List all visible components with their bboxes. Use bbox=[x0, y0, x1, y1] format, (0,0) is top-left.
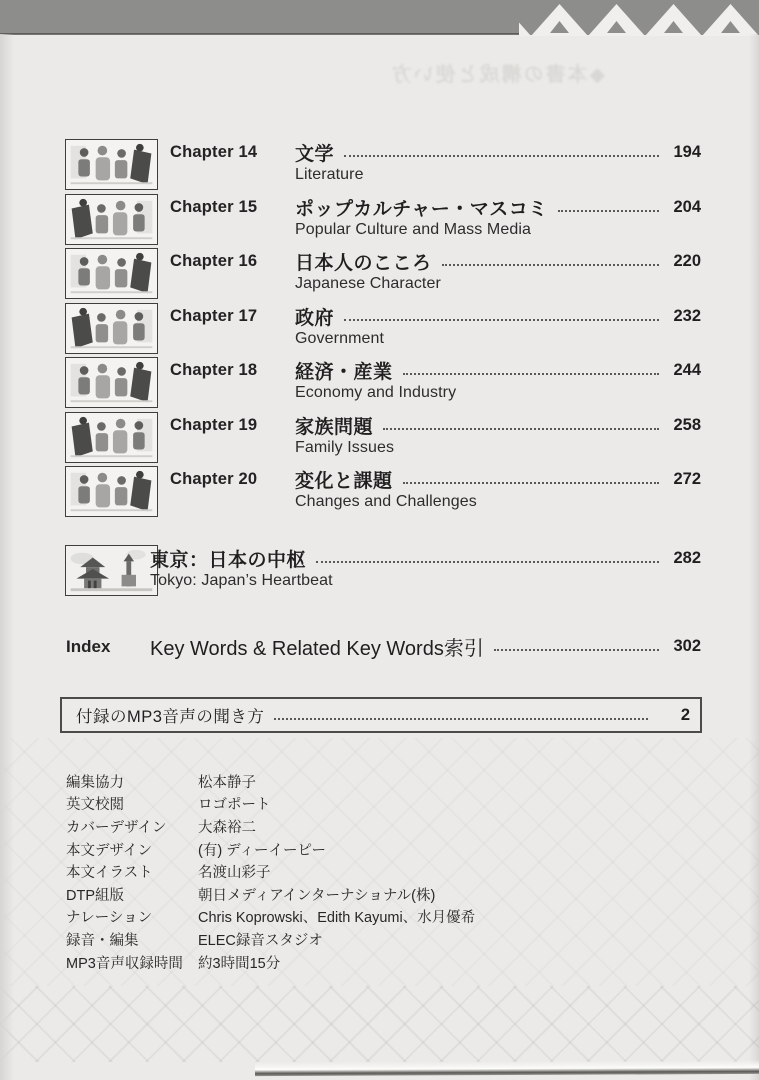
credit-label: DTP組版 bbox=[66, 887, 124, 904]
page-number: 220 bbox=[673, 251, 701, 270]
credit-value: ロゴポート bbox=[198, 797, 271, 814]
chapter-title-ja: 変化と課題 bbox=[295, 470, 393, 492]
page-top-edge-line bbox=[0, 33, 540, 35]
chapter-16-thumbnail-illustration bbox=[65, 248, 158, 299]
page-right-edge-shadow bbox=[749, 34, 759, 1080]
credit-value: 名渡山彩子 bbox=[198, 865, 271, 882]
chapter-label: Chapter 18 bbox=[170, 361, 258, 379]
toc-row-chapter-15 bbox=[65, 194, 701, 248]
chapter-15-thumbnail-illustration bbox=[65, 194, 158, 245]
dotted-leader bbox=[274, 716, 648, 720]
chapter-title-en: Literature bbox=[295, 166, 364, 183]
page-left-edge-shadow bbox=[0, 34, 14, 1080]
credit-row bbox=[66, 860, 686, 883]
toc-row-tokyo bbox=[65, 545, 701, 599]
dotted-leader bbox=[442, 262, 659, 266]
credit-value: Chris Koprowski、Edith Kayumi、水月優希 bbox=[198, 910, 476, 927]
page-number: 204 bbox=[673, 197, 701, 216]
page-number: 232 bbox=[673, 306, 701, 325]
chapter-title-en: Changes and Challenges bbox=[295, 493, 477, 510]
chapter-title-ja: ポップカルチャー・マスコミ bbox=[295, 198, 548, 220]
page-number: 244 bbox=[673, 360, 701, 379]
index-label: Index bbox=[66, 637, 111, 656]
chapter-label: Chapter 14 bbox=[170, 143, 258, 161]
chapter-title-ja: 家族問題 bbox=[295, 416, 374, 438]
chapter-14-thumbnail-illustration bbox=[65, 139, 158, 190]
page-number: 282 bbox=[673, 548, 701, 567]
tokyo-title-en: Tokyo: Japan’s Heartbeat bbox=[150, 572, 333, 589]
chapter-19-thumbnail-illustration bbox=[65, 412, 158, 463]
toc-row-chapter-19 bbox=[65, 412, 701, 466]
chapter-title-en: Government bbox=[295, 330, 385, 347]
tokyo-title-ja: 東京：日本の中枢 bbox=[150, 549, 307, 571]
chapter-title-en: Popular Culture and Mass Media bbox=[295, 221, 532, 238]
chapter-label: Chapter 17 bbox=[170, 307, 258, 325]
chapter-title-ja: 文学 bbox=[295, 143, 335, 165]
mp3-appendix-title: 付録のMP3音声の聞き方 bbox=[76, 708, 265, 726]
toc-row-chapter-17 bbox=[65, 303, 701, 357]
index-title: Key Words & Related Key Words索引 bbox=[150, 637, 484, 660]
credit-row bbox=[66, 951, 686, 974]
chapter-18-thumbnail-illustration bbox=[65, 357, 158, 408]
toc-row-chapter-14 bbox=[65, 139, 701, 193]
credit-value: (有) ディーイーピー bbox=[198, 842, 326, 859]
show-through-heading: ◆本書の構成と使い方 bbox=[389, 64, 605, 86]
dotted-leader bbox=[383, 426, 659, 430]
tokyo-thumbnail-illustration bbox=[65, 545, 158, 596]
credit-label: MP3音声収録時間 bbox=[66, 955, 183, 972]
dotted-leader bbox=[403, 371, 659, 375]
chapter-title-en: Economy and Industry bbox=[295, 384, 457, 401]
toc-row-index bbox=[66, 630, 701, 662]
page-number: 258 bbox=[673, 415, 701, 434]
credit-row bbox=[66, 883, 686, 906]
chapter-title-ja: 日本人のこころ bbox=[295, 252, 432, 274]
page-number: 2 bbox=[680, 705, 690, 724]
credit-label: 本文デザイン bbox=[66, 842, 152, 859]
toc-row-chapter-18 bbox=[65, 357, 701, 411]
dotted-leader bbox=[316, 559, 659, 563]
chapter-label: Chapter 15 bbox=[170, 198, 258, 216]
zigzag-cover-edge bbox=[519, 0, 759, 38]
credit-label: カバーデザイン bbox=[66, 819, 167, 836]
credit-value: 朝日メディアインターナショナル(株) bbox=[198, 887, 436, 904]
credit-label: 録音・編集 bbox=[66, 932, 139, 949]
chapter-label: Chapter 20 bbox=[170, 470, 258, 488]
credit-row bbox=[66, 928, 686, 951]
credit-row bbox=[66, 906, 686, 929]
mp3-appendix-box bbox=[60, 697, 702, 733]
credit-value: ELEC録音スタジオ bbox=[198, 932, 323, 949]
chapter-17-thumbnail-illustration bbox=[65, 303, 158, 354]
chapter-title-ja: 政府 bbox=[295, 307, 335, 329]
chapter-title-en: Family Issues bbox=[295, 439, 395, 456]
dotted-leader bbox=[403, 480, 659, 484]
credit-label: 英文校閲 bbox=[66, 797, 124, 814]
credit-label: ナレーション bbox=[66, 910, 153, 927]
chapter-title-ja: 経済・産業 bbox=[295, 361, 393, 383]
page-bottom-edge bbox=[255, 1060, 759, 1076]
chapter-label: Chapter 16 bbox=[170, 252, 258, 270]
chapter-label: Chapter 19 bbox=[170, 416, 258, 434]
chapter-title-en: Japanese Character bbox=[295, 275, 441, 292]
background-pattern bbox=[0, 986, 759, 1062]
page-number: 302 bbox=[673, 636, 701, 655]
toc-row-chapter-20 bbox=[65, 466, 701, 520]
toc-row-chapter-16 bbox=[65, 248, 701, 302]
dotted-leader bbox=[558, 208, 659, 212]
credit-value: 松本静子 bbox=[198, 774, 256, 791]
dotted-leader bbox=[494, 647, 659, 651]
chapter-20-thumbnail-illustration bbox=[65, 466, 158, 517]
credit-row bbox=[66, 793, 686, 816]
dotted-leader bbox=[344, 317, 659, 321]
credit-row bbox=[66, 838, 686, 861]
page-number: 194 bbox=[673, 142, 701, 161]
dotted-leader bbox=[344, 153, 659, 157]
credit-value: 大森裕二 bbox=[198, 819, 256, 836]
credits-list bbox=[66, 770, 686, 973]
credit-row bbox=[66, 815, 686, 838]
page-number: 272 bbox=[673, 469, 701, 488]
credit-label: 編集協力 bbox=[66, 774, 124, 791]
credit-value: 約3時間15分 bbox=[198, 955, 281, 972]
credit-row bbox=[66, 770, 686, 793]
credit-label: 本文イラスト bbox=[66, 865, 153, 882]
